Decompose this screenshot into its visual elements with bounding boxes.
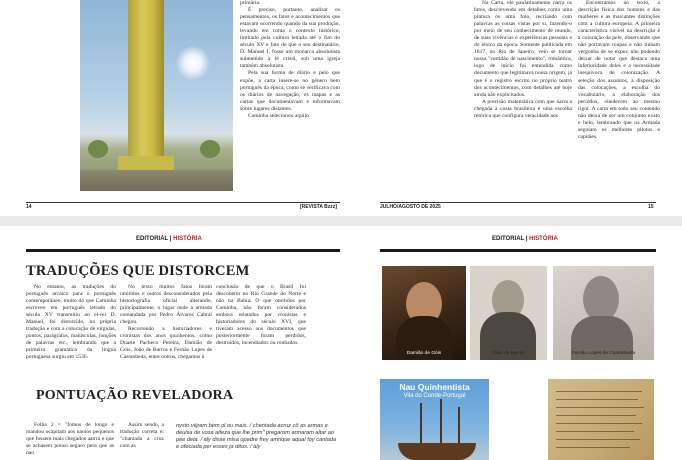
punctuation-column-2 bbox=[120, 422, 164, 450]
headline-punctuation: PONTUAÇÃO REVELADORA bbox=[36, 388, 234, 403]
punctuation-column-1 bbox=[26, 422, 114, 457]
portrait-fernao bbox=[553, 266, 654, 360]
magazine-spread-top bbox=[0, 0, 682, 216]
sun-glare bbox=[176, 46, 210, 80]
paragraph: Assim sendo, a tradução correta é: "chantada a cruz com as bbox=[120, 422, 164, 450]
page-number-left: 14 bbox=[26, 204, 32, 210]
section-tag-right bbox=[492, 236, 558, 242]
issue-date: JULHO/AGOSTO DE 2025 bbox=[380, 204, 441, 210]
ship-hull bbox=[398, 443, 476, 460]
magazine-name: [REVISTA Bzzz] bbox=[300, 204, 337, 210]
ship-subtitle: Vila do Conde-Portugal bbox=[403, 393, 466, 399]
paragraph: Recorrendo a historiadores e cronistas dos anos quinhentos, como Duarte Pacheco Pereira, Damião de Góis, João de Barros e Fernão Lopes de Castanheda, entre outros, chegamos à bbox=[120, 326, 212, 361]
paragraph: A precisão matemática com que narra a chegada à costa brasileira é uma escolha retórica que configura veracidade aos bbox=[474, 98, 572, 119]
article-column-b bbox=[474, 0, 572, 120]
section-prefix: EDITORIAL | bbox=[492, 236, 530, 242]
manuscript-page bbox=[548, 379, 654, 460]
article-column-2 bbox=[120, 284, 212, 362]
manuscript-quote: nysto viijram bem ol ou mais. / chentada acruz cõ as armas e deuisa de vosa alteza que lhe prim" pregarom armaram altar ao pee dela. / aly disse misa opadre frey amrique aqual foy cantada e ofeciada per esses ja ditos. / aly bbox=[176, 423, 337, 450]
section-prefix: EDITORIAL | bbox=[136, 236, 174, 242]
script-line bbox=[556, 399, 638, 400]
script-line bbox=[556, 391, 642, 392]
script-line bbox=[556, 415, 636, 416]
article-column-1 bbox=[26, 284, 116, 362]
headline-translations: TRADUÇÕES QUE DISTORCEM bbox=[26, 263, 250, 279]
article-column-c bbox=[578, 0, 660, 141]
portrait-caption: Damião de Góis bbox=[406, 351, 442, 356]
paragraph: conclusão de que o Brasil foi descoberto no Rio Grande do Norte e não na Bahia. O que omitidos por Caminha, não foram considerados embora relatados por cronistas e historiadores do século XVI, que tiveram acesso aos documentos que posteriormente foram perdidos, destruídos, incendiados ou roubados. bbox=[216, 284, 306, 347]
footer-rule-right bbox=[380, 202, 656, 203]
article-column-a bbox=[240, 0, 340, 120]
paragraph: Pela sua forma de diário e pelo que expõe, a carta insere-se no gênero bem português da época, como se verificava com os diários de navegação, os mapas e as cartas que documentavam e informavam sobre lugares distantes. bbox=[240, 70, 340, 112]
portrait-damiao bbox=[382, 266, 466, 360]
ground bbox=[80, 170, 233, 191]
footer-rule-left bbox=[26, 202, 340, 203]
paragraph: primária. bbox=[240, 0, 261, 6]
article-column-3 bbox=[216, 284, 306, 347]
section-name: HISTÓRIA bbox=[529, 236, 558, 242]
script-line bbox=[556, 431, 634, 432]
section-bar-right bbox=[380, 249, 656, 252]
portrait-caption: Fernão Lopes de Castanheda bbox=[571, 351, 636, 356]
section-bar-left bbox=[26, 249, 340, 252]
script-line bbox=[556, 423, 642, 424]
mast bbox=[458, 407, 460, 445]
magazine-spread-bottom bbox=[0, 226, 682, 460]
script-line bbox=[556, 439, 640, 440]
mast bbox=[420, 403, 422, 445]
paragraph: Na Carta, ele paulatinamente narra os fatos, descrevendo em detalhes como uma pintura os uma foto, recriando com palavras as coisas vistas por si, fazendo-o por meio de seu conhecimento de mundo, de suas vivências e experiências pessoais e do léxico da época. Somente publicada em 1817, no Rio de Janeiro, veio se tornar nossa "certidão de nascimento", romântica, logo de início foi entendida como documento que legitimava nossa origem, já que é o registro escrito no próprio teatro dos acontecimentos, com detalhes até hoje ainda não explicitados. bbox=[474, 0, 572, 98]
paragraph: Folha 2 = "fomos de longo e mandou ocapitam aos nauios pequenos que fossem mais chegados aatrra e que se achasem pouso seguro pera que as nao bbox=[26, 422, 114, 457]
script-line bbox=[556, 407, 644, 408]
paragraph: Encontramos no texto, a descrição física dos homens e das mulheres e as marcantes distinções com a cultura europeia. A primeira característica visível na descrição é a coloração da pele, observando que não portavam roupas e não tinham vergonha de se expor, não podendo deixar de notar que destaca uma inferioridade deles e a necessidade inequívoca de colonização. A seleção dos assuntos, a disposição das colocações, a escolha do vocabulário, a elaboração dos períodos, obedecem ao mesmo rigor. A carta em todo seu conteúdo não deixa de ser um conjunto exato e belo, lembrando que na Armada seguiam os melhores pilotos e capitães. bbox=[578, 0, 660, 140]
tree-icon bbox=[88, 140, 108, 158]
paragraph: No texto muitos fatos foram omitidos e outros desconsiderados pela historiografia oficial alterando, principalmente, o lugar onde a armada comandada por Pedro Álvares Cabral chegou. bbox=[120, 284, 212, 326]
ship-photo bbox=[380, 379, 489, 460]
paragraph: Caminha selecionou aquilo bbox=[248, 112, 309, 119]
section-tag-left bbox=[136, 236, 202, 242]
portrait-joao bbox=[470, 266, 547, 360]
page-number-right: 15 bbox=[648, 204, 654, 210]
paragraph: No entanto, as traduções do português arcaico para o português contemporâneo, muito do que Caminha escreveu em português letrado do século XV transmitiu ao el-rei D. Manuel, foi distorcido, na própria tradução e com a colocação de vírgulas, pontos, parágrafos, maiúsculas, junções de palavras etc., lembrando que a primeira gramática da língua portuguesa surgiu em 1536. bbox=[26, 284, 116, 361]
obelisk bbox=[128, 0, 164, 160]
portrait-caption: João de Barros bbox=[492, 351, 525, 356]
script-line bbox=[556, 447, 630, 448]
paragraph: É preciso, portanto, analisar os pensamentos, os fatos e acontecimentos que estavam ocorrendo quando da sua produção, levando em conta o contexto histórico, limitado pela cultura letrada até o fim do século XV e fato de que o seu destinatário, D. Manuel I, fosse um monarca absolutista submetido à fé cristã, sob uma igreja também absolutista. bbox=[240, 7, 340, 70]
ship-title: Nau Quinhentista bbox=[399, 382, 470, 392]
monument-photo bbox=[80, 0, 233, 191]
mast bbox=[440, 399, 442, 445]
tree-icon bbox=[200, 140, 220, 158]
section-name: HISTÓRIA bbox=[173, 236, 202, 242]
